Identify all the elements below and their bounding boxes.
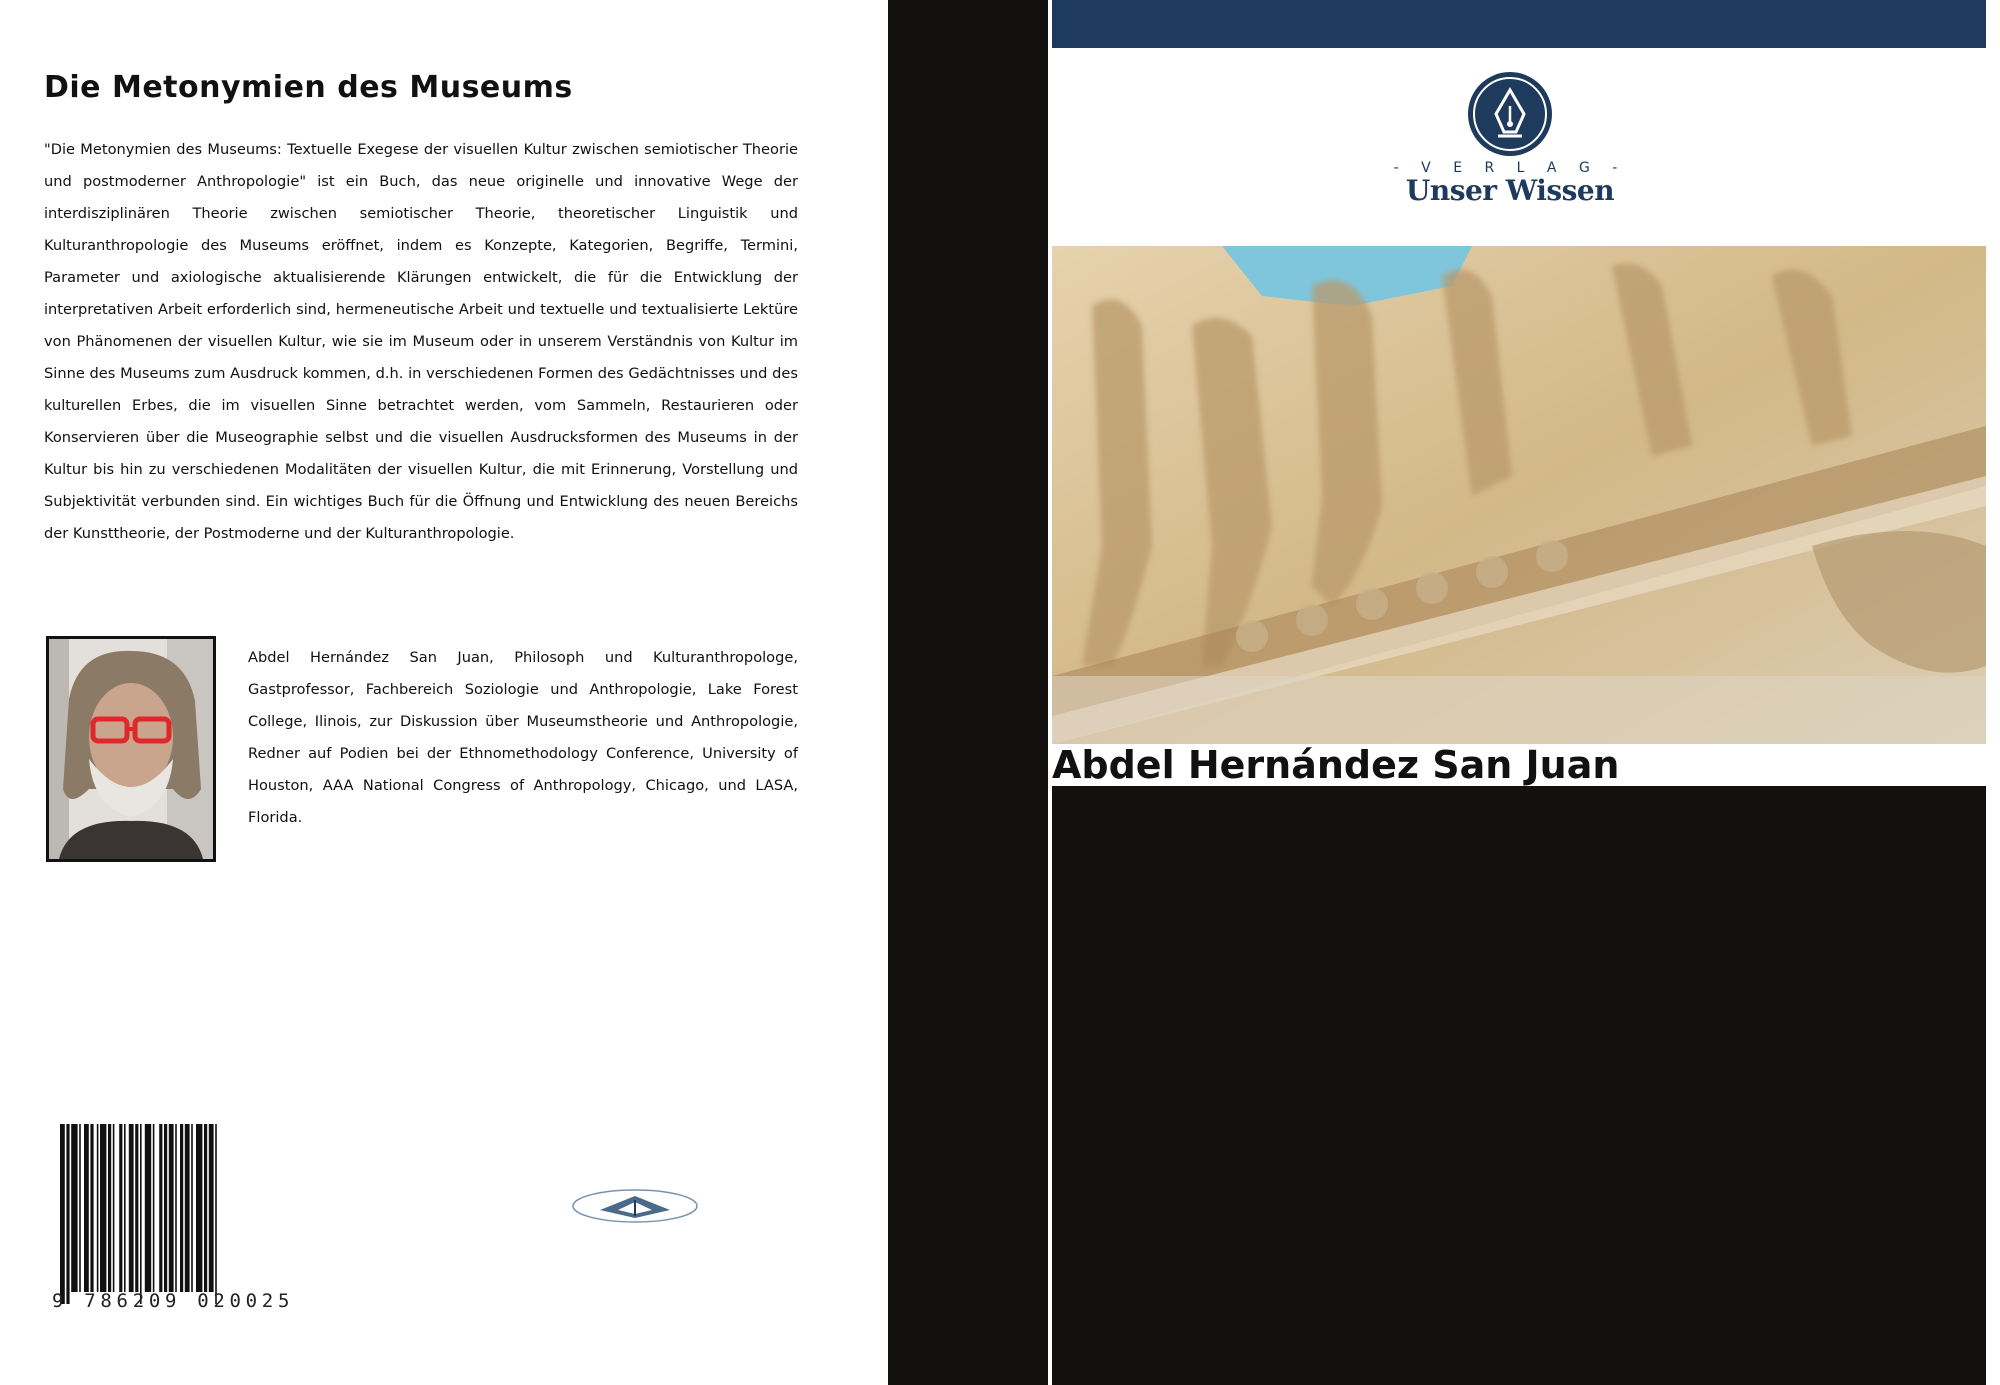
- author-biography: Abdel Hernández San Juan, Philosoph und Kulturanthropologe, Gastprofessor, Fachbereich Soziologie und Anthropologie, Lake Forest College, Ilinois, zur Diskussion über Museumstheorie und Anthropologie, Redner auf Podien bei der Ethnomethodology Conference, University of Houston, AAA National Congress of Anthropology, Chicago, und LASA, Florida.: [248, 649, 798, 826]
- publisher-name: Unser Wissen: [1405, 174, 1615, 207]
- back-cover: [0, 0, 888, 1365]
- author-band: [1052, 744, 1986, 786]
- top-color-band: [1052, 0, 1986, 48]
- stone-relief-icon: [1052, 246, 1986, 744]
- page-margin: [1986, 0, 2000, 1365]
- publisher-seal-icon: [570, 1186, 700, 1226]
- publisher-logo-area: [1052, 48, 1986, 246]
- book-spine: [888, 0, 1048, 1385]
- book-description: "Die Metonymien des Museums: Textuelle Exegese der visuellen Kultur zwischen semiotischer Theorie und postmoderner Anthropologie" ist ein Buch, das neue originelle und innovative Wege der interdisziplinären Theorie zwischen semiotischer Theorie, theoretischer Linguistik und Kulturanthropologie des Museums eröffnet, indem es Konzepte, Kategorien, Begriffe, Termini, Parameter und axiologische aktualisierende Klärungen entwickelt, die für die Entwicklung der interpretativen Arbeit erforderlich sind, hermeneutische Arbeit und textuelle und textualisierte Lektüre von Phänomenen der visuellen Kultur, wie sie im Museum oder in unserem Verständnis von Kultur im Sinne des Museums zum Ausdruck kommen, d.h. in verschiedenen Formen des Gedächtnisses und des kulturellen Erbes, die im visuellen Sinne betrachtet werden, vom Sammeln, Restaurieren oder Konservieren über die Museographie selbst und die visuellen Ausdrucksformen des Museums in der Kultur bis hin zu verschiedenen Modalitäten der visuellen Kultur, die mit Erinnerung, Vorstellung und Subjektivität verbunden sind. Ein wichtiges Buch für die Öffnung und Entwicklung des neuen Bereichs der Kunsttheorie, der Postmoderne und der Kulturanthropologie.: [44, 141, 798, 542]
- author-portrait-icon: [49, 639, 213, 859]
- front-cover: [1052, 0, 1986, 1385]
- book-title: Die Metonymien des Museums: [44, 70, 573, 105]
- fountain-pen-nib-icon: [1466, 70, 1554, 158]
- front-author-name: Abdel Hernández San Juan: [1052, 743, 1620, 787]
- cover-illustration: [1052, 246, 1986, 744]
- author-photo: [46, 636, 216, 862]
- isbn-number: 9 786209 020025: [52, 1290, 295, 1312]
- publisher-tagline: - V E R L A G -: [1393, 160, 1627, 176]
